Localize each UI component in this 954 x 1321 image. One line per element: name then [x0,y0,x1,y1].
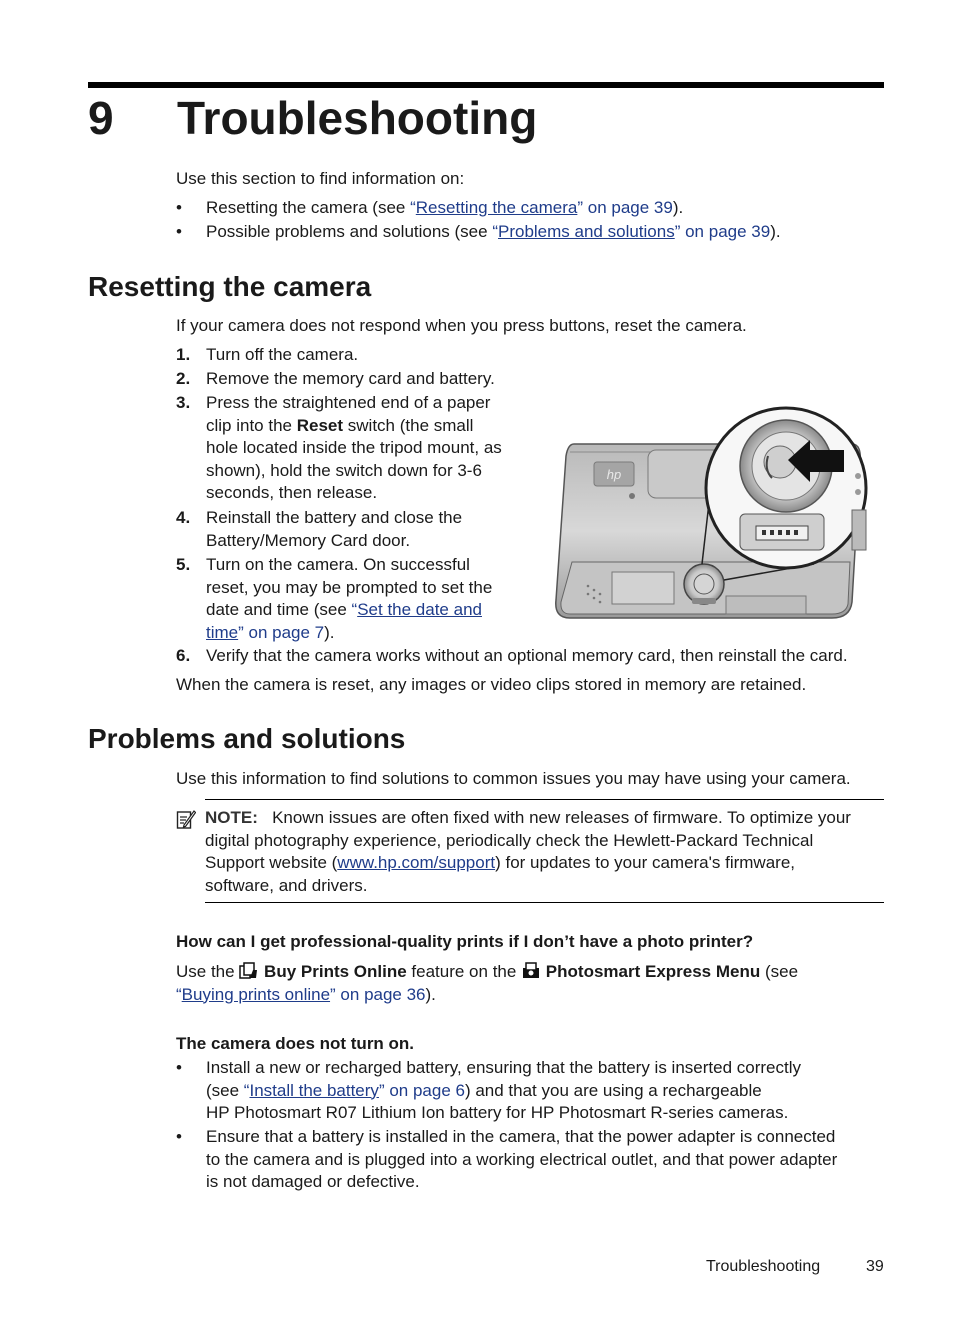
footer-section: Troubleshooting [706,1258,821,1275]
step-text: Remove the memory card and battery. [206,369,495,388]
step-text: Reinstall the battery and close the Battery/Memory Card door. [206,508,463,550]
link-install-battery[interactable]: Install the battery [249,1080,379,1100]
question-answer: Use the Buy Prints Online feature on the Photosmart Express Menu (see “Buying prints online” on page 36). [176,962,799,1004]
link-set-date-time-cont[interactable]: time [206,622,239,642]
link-buying-prints-online[interactable]: Buying prints online [181,984,331,1004]
problems-lead: Use this information to find solutions to common issues you may have using your camera. [176,769,851,788]
section-heading-resetting: Resetting the camera [88,271,372,302]
step-text: Press the straightened end of a paper clip into the Reset switch (the small hole located inside the tripod mount, as shown), hold the switch down for 3-6 seconds, then release. [206,393,502,502]
step-number: 1. [176,345,191,364]
intro-item: Possible problems and solutions (see “Problems and solutions” on page 39). [206,222,781,241]
step-text: Turn on the camera. On successful reset, you may be prompted to set the date and time (see “Set the date and time” on page 7). [206,555,493,642]
step-number: 5. [176,555,191,574]
reset-switch-label: Reset [296,415,344,435]
step-text: Verify that the camera works without an optional memory card, then reinstall the card. [206,646,848,665]
solution-item: Install a new or recharged battery, ensuring that the battery is inserted correctly (see “Install the battery” on page 6) and that you are using a rechargeable HP Photosmart R07 Lithium Ion battery for HP Photosmart R-series cameras. [206,1058,801,1122]
page-number: 39 [866,1258,884,1275]
reset-lead: If your camera does not respond when you press buttons, reset the camera. [176,316,747,335]
link-problems-and-solutions[interactable]: Problems and solutions [498,222,675,241]
link-hp-support[interactable]: www.hp.com/support [337,853,496,872]
note-icon [176,809,196,831]
buy-prints-icon [239,962,259,980]
solution-item: Ensure that a battery is installed in the camera, that the power adapter is connected to the camera and is plugged into a working electrical outlet, and that power adapter is not damaged or defective. [206,1127,838,1191]
bullet-char: • [176,1058,182,1077]
question-heading: The camera does not turn on. [176,1034,415,1053]
chapter-rule [88,82,884,88]
bullet-char: • [176,1127,182,1146]
step-number: 2. [176,369,191,388]
photosmart-express-icon [521,962,541,980]
link-set-date-time[interactable]: Set the date and [357,600,482,619]
step-text: Turn off the camera. [206,345,359,364]
note-bottom-rule [205,902,884,903]
hp-logo: hp [606,467,622,482]
step-number: 6. [176,646,191,665]
note-text: NOTE: Known issues are often fixed with new releases of firmware. To optimize your digital photography experience, periodically check the Hewlett-Packard Technical Support website (www.hp.com/support) for updates to your camera's firmware, software, and drivers. [205,808,851,895]
step-number: 4. [176,508,191,527]
bullet-char: • [176,222,182,241]
chapter-number: 9 [88,92,114,144]
camera-reset-illustration [552,404,870,622]
chapter-title: Troubleshooting [177,92,538,144]
question-heading: How can I get professional-quality prints if I don’t have a photo printer? [176,932,754,951]
intro-lead: Use this section to find information on: [176,169,465,188]
section-heading-problems: Problems and solutions [88,723,406,754]
reset-closing: When the camera is reset, any images or video clips stored in memory are retained. [176,675,807,694]
note-top-rule [205,799,884,800]
link-resetting-the-camera[interactable]: Resetting the camera [415,198,578,217]
step-number: 3. [176,393,191,412]
bullet-char: • [176,198,182,217]
intro-item: Resetting the camera (see “Resetting the camera” on page 39). [206,198,684,217]
note-label: NOTE: [205,808,258,827]
